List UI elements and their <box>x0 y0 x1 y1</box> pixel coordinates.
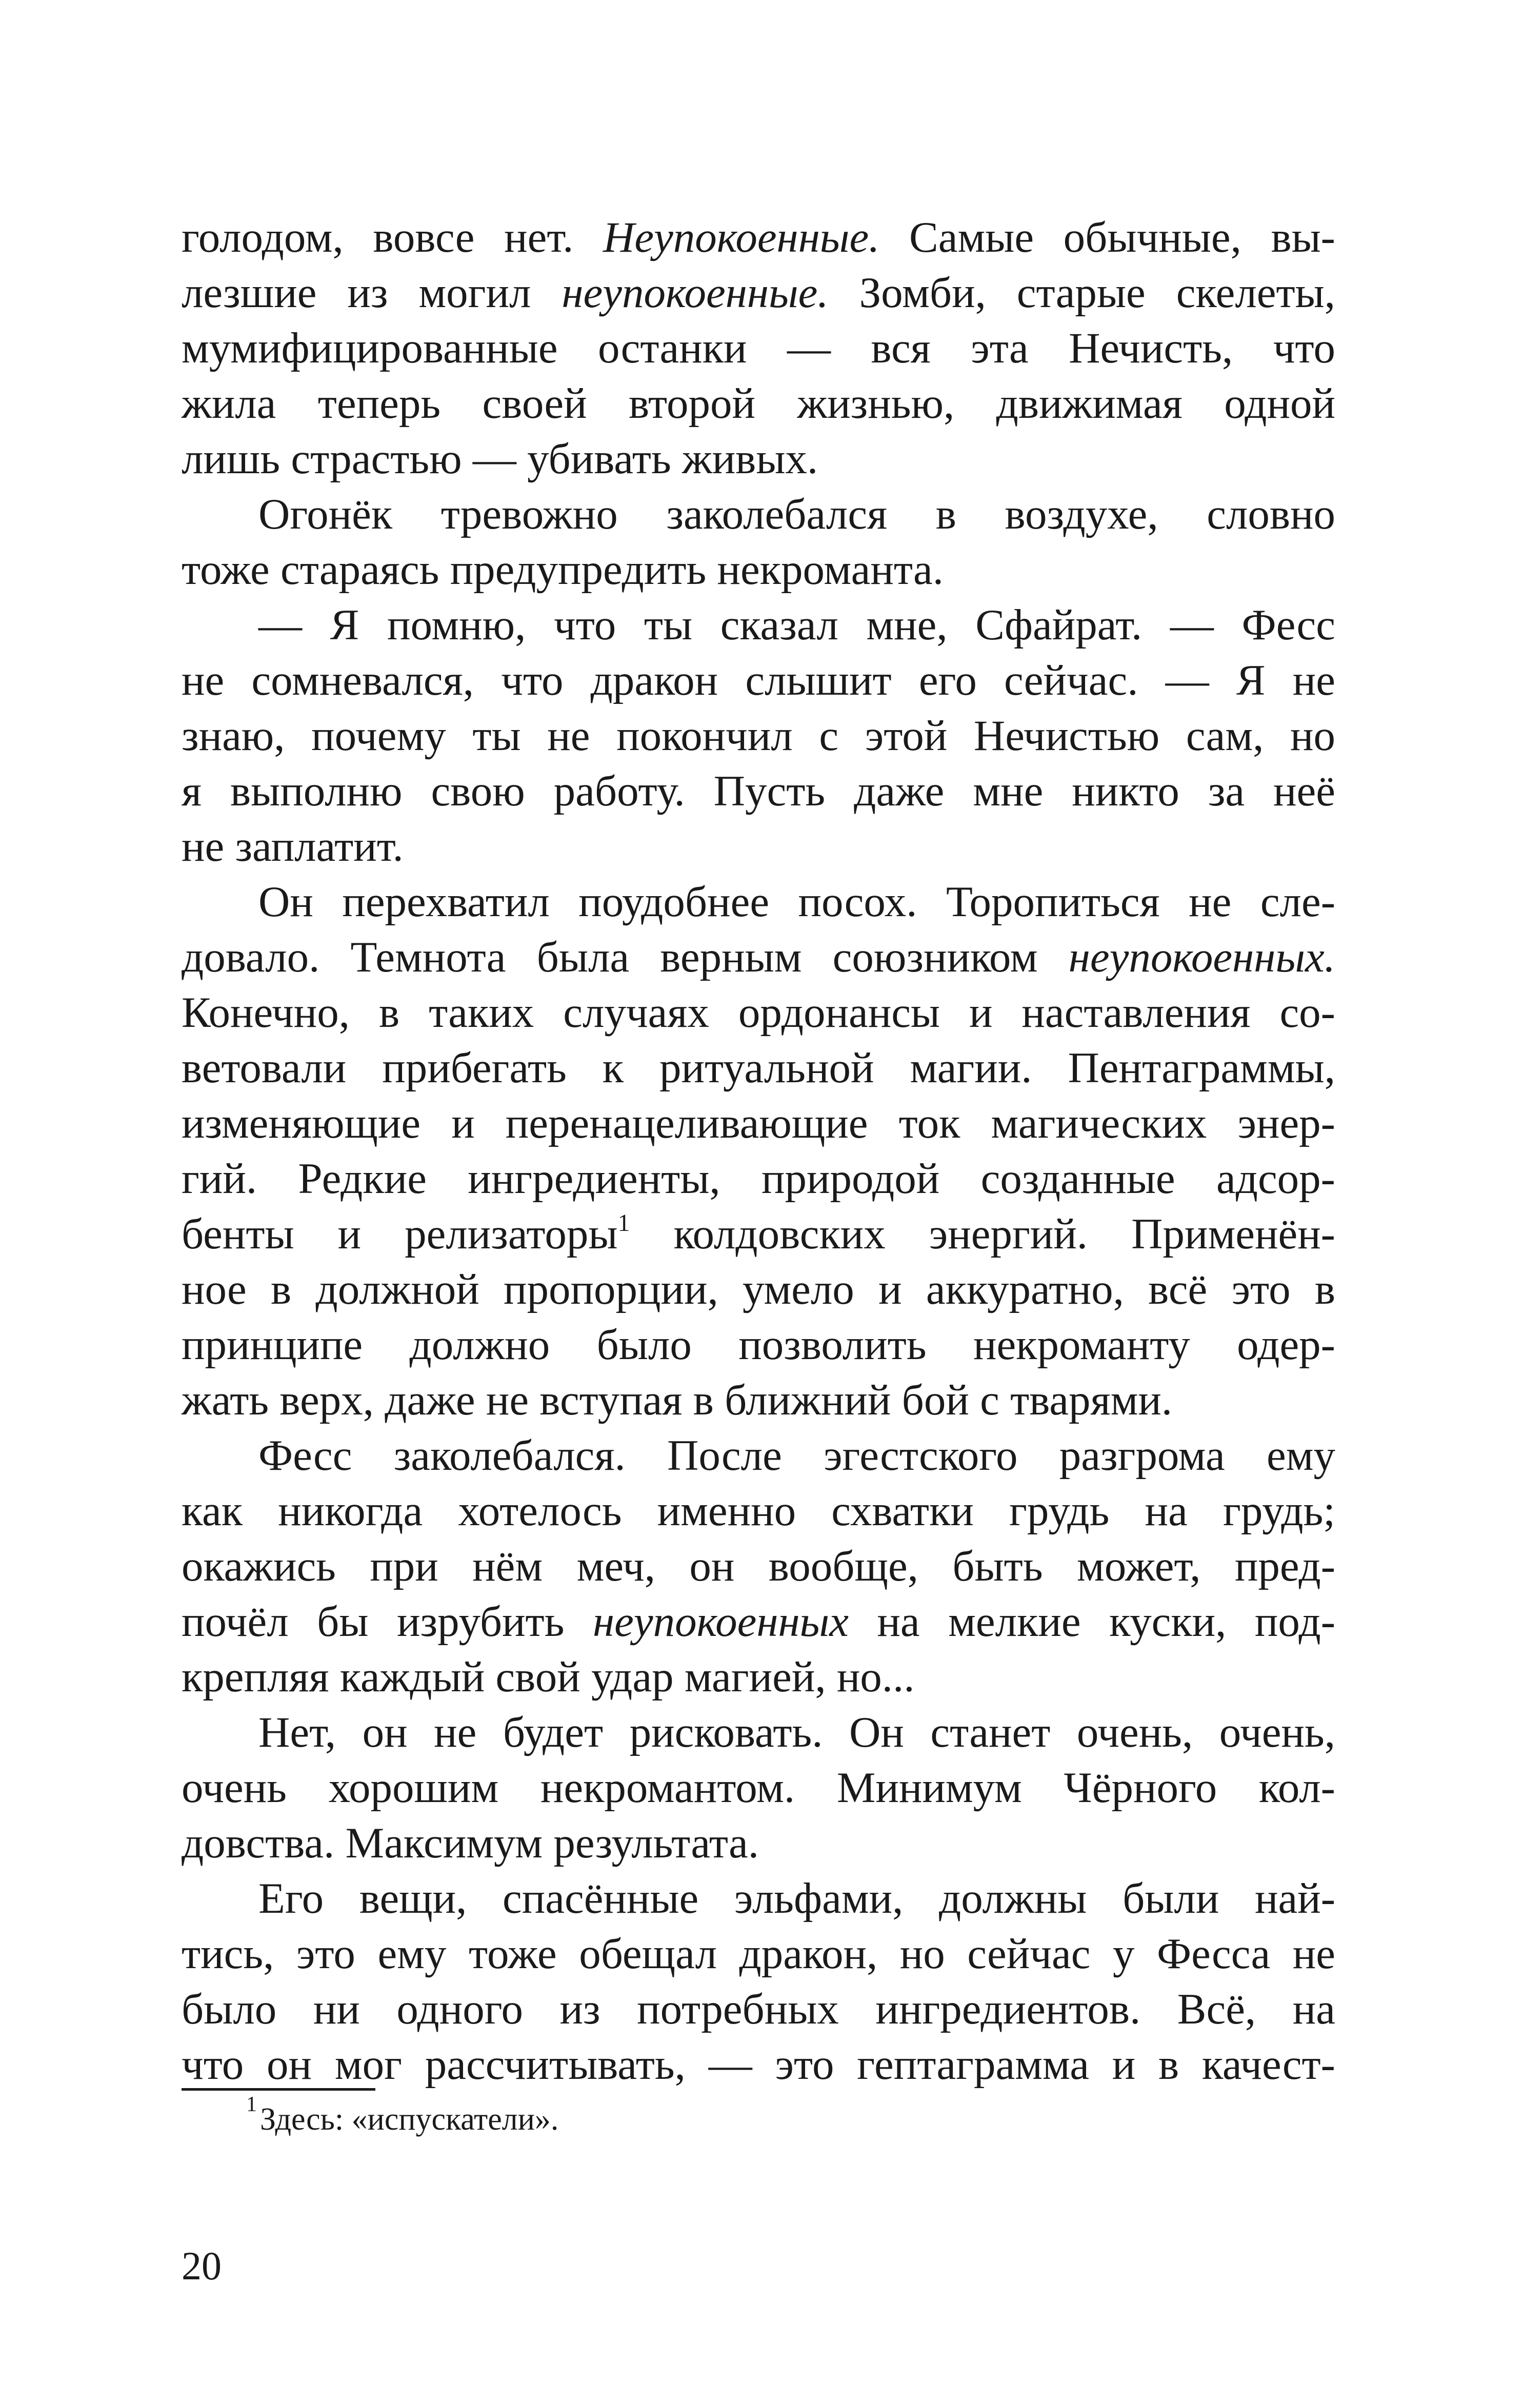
text-line <box>182 1151 1335 1206</box>
text-segment: лишь страстью — убивать живых. <box>182 435 818 483</box>
text-line <box>182 1483 1335 1539</box>
paragraph <box>182 210 1335 487</box>
text-segment: довало. Темнота была верным союзником <box>182 933 1069 981</box>
text-line <box>182 929 1335 985</box>
text-segment: бенты и релизаторы <box>182 1210 618 1258</box>
text-segment: окажись при нём меч, он вообще, быть может, пред- <box>182 1542 1335 1590</box>
body-text <box>182 210 1335 2092</box>
text-segment: жила теперь своей второй жизнью, движимая одной <box>182 379 1335 428</box>
text-segment: Самые обычные, вы- <box>879 213 1335 261</box>
text-segment: гий. Редкие ингредиенты, природой созданные адсор- <box>182 1155 1335 1203</box>
text-line <box>182 1262 1335 1317</box>
text-segment: голодом, вовсе нет. <box>182 213 603 261</box>
text-segment: как никогда хотелось именно схватки грудь на грудь; <box>182 1487 1335 1535</box>
text-segment: я выполню свою работу. Пусть даже мне никто за неё <box>182 767 1335 815</box>
footnote-reference: 1 <box>617 1209 630 1237</box>
text-segment: почёл бы изрубить <box>182 1597 593 1646</box>
text-segment: тись, это ему тоже обещал дракон, но сейчас у Фесса не <box>182 1930 1335 1978</box>
text-segment: ное в должной пропорции, умело и аккуратно, всё это в <box>182 1265 1335 1313</box>
text-line <box>182 1871 1335 1926</box>
text-segment: — Я помню, что ты сказал мне, Сфайрат. — Фесс <box>258 601 1335 649</box>
text-segment: довства. Максимум результата. <box>182 1819 759 1867</box>
text-segment: было ни одного из потребных ингредиентов. Всё, на <box>182 1985 1335 2033</box>
text-line <box>182 487 1335 542</box>
text-segment: на мелкие куски, под- <box>848 1597 1335 1646</box>
text-segment: что он мог рассчитывать, — это гептаграмма и в качест- <box>182 2040 1335 2089</box>
text-segment: Зомби, старые скелеты, <box>828 269 1335 317</box>
italic-text: неупокоенных <box>592 1597 849 1646</box>
text-segment: мумифицированные останки — вся эта Нечисть, что <box>182 324 1335 372</box>
text-line <box>182 763 1335 819</box>
text-line <box>182 1926 1335 1981</box>
text-segment: Огонёк тревожно заколебался в воздухе, словно <box>258 490 1335 538</box>
text-line <box>182 210 1335 265</box>
text-line <box>182 2037 1335 2092</box>
text-line <box>182 1539 1335 1594</box>
text-line <box>182 1815 1335 1871</box>
text-line <box>182 985 1335 1040</box>
text-segment: принципе должно было позволить некроманту одер- <box>182 1321 1335 1369</box>
footnote-text: Здесь: «испускатели». <box>260 2102 559 2137</box>
text-line <box>182 265 1335 320</box>
paragraph <box>182 487 1335 597</box>
paragraph <box>182 874 1335 1428</box>
text-segment: не сомневался, что дракон слышит его сейчас. — Я не <box>182 656 1335 704</box>
footnote-divider <box>182 2088 375 2091</box>
text-segment: Конечно, в таких случаях ордонансы и наставления со- <box>182 988 1335 1037</box>
text-segment: ветовали прибегать к ритуальной магии. Пентаграммы, <box>182 1044 1335 1092</box>
text-line <box>182 1096 1335 1151</box>
text-line <box>182 1372 1335 1428</box>
text-line <box>182 1649 1335 1705</box>
text-line <box>182 1428 1335 1483</box>
text-line <box>182 874 1335 929</box>
text-segment: Фесс заколебался. После эгестского разгрома ему <box>258 1431 1335 1480</box>
text-line <box>182 1705 1335 1760</box>
text-segment: лезшие из могил <box>182 269 562 317</box>
footnote <box>246 2094 558 2145</box>
text-line <box>182 1981 1335 2037</box>
paragraph <box>182 1705 1335 1871</box>
text-segment: Он перехватил поудобнее посох. Торопиться не сле- <box>258 878 1335 926</box>
text-line <box>182 819 1335 874</box>
text-line <box>182 376 1335 431</box>
text-segment: тоже стараясь предупредить некроманта. <box>182 545 944 594</box>
text-line <box>182 1206 1335 1262</box>
page-number: 20 <box>182 2243 222 2288</box>
italic-text: неупокоенные. <box>562 269 829 317</box>
text-segment: крепляя каждый свой удар магией, но... <box>182 1653 915 1701</box>
text-line <box>182 1040 1335 1096</box>
text-line <box>182 320 1335 376</box>
text-line <box>182 653 1335 708</box>
italic-text: неупокоенных. <box>1068 933 1335 981</box>
text-segment: не заплатит. <box>182 822 404 871</box>
italic-text: Неупокоенные. <box>603 213 880 261</box>
text-line <box>182 1760 1335 1815</box>
text-segment: жать верх, даже не вступая в ближний бой с тварями. <box>182 1376 1173 1424</box>
text-line <box>182 1594 1335 1649</box>
text-segment: очень хорошим некромантом. Минимум Чёрного кол- <box>182 1764 1335 1812</box>
text-line <box>182 542 1335 597</box>
text-line <box>182 431 1335 487</box>
text-line <box>182 597 1335 653</box>
text-segment: Нет, он не будет рисковать. Он станет очень, очень, <box>258 1708 1335 1756</box>
text-segment: Его вещи, спасённые эльфами, должны были най- <box>258 1874 1335 1923</box>
footnote-marker: 1 <box>246 2093 257 2116</box>
paragraph <box>182 1871 1335 2092</box>
text-segment: изменяющие и перенацеливающие ток магических энер- <box>182 1099 1335 1147</box>
text-segment: колдовских энергий. Применён- <box>630 1210 1335 1258</box>
text-segment: знаю, почему ты не покончил с этой Нечистью сам, но <box>182 712 1335 760</box>
text-line <box>182 1317 1335 1372</box>
paragraph <box>182 1428 1335 1705</box>
paragraph <box>182 597 1335 874</box>
text-line <box>182 708 1335 763</box>
